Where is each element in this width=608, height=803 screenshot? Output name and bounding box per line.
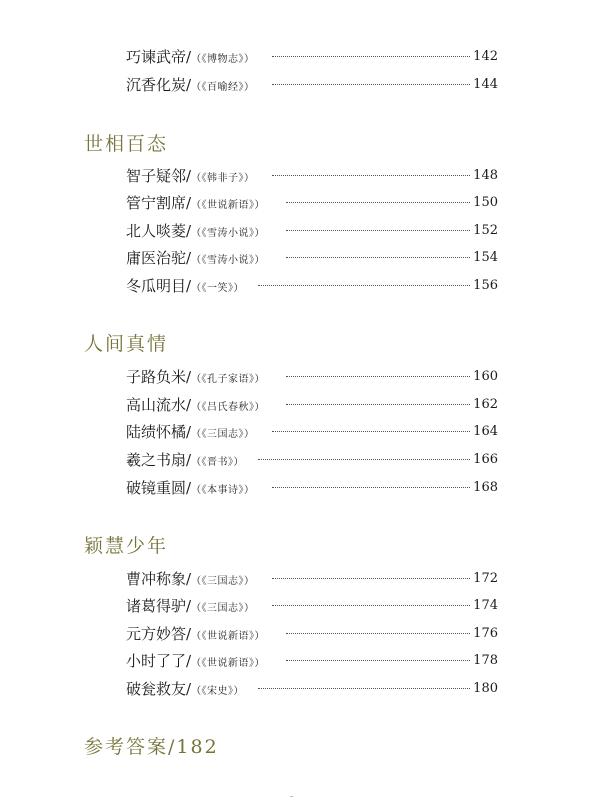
toc-entry[interactable]: [126, 650, 498, 672]
entry-source: （《世说新语》）: [191, 200, 266, 211]
entry-name: 北人啖菱/: [126, 222, 192, 240]
entry-page: 154: [473, 250, 498, 265]
entry-name: 管宁割席/: [126, 194, 192, 212]
entry-name: 羲之书扇/: [126, 451, 192, 469]
toc-entry[interactable]: [126, 74, 498, 96]
entry-source: （《世说新语》）: [191, 631, 266, 642]
toc-entry[interactable]: [126, 192, 498, 214]
entry-page: 164: [473, 424, 498, 439]
entry-source: （《百喻经》）: [191, 82, 255, 93]
entry-source: （《博物志》）: [191, 54, 255, 65]
entry-page: 160: [473, 369, 498, 384]
dot-leader: [272, 605, 470, 606]
entry-page: 166: [473, 452, 498, 467]
entry-title: [126, 46, 255, 71]
entry-source: （《孔子家语》）: [191, 374, 266, 385]
entry-title: [126, 623, 265, 648]
page-footer-mark: [290, 796, 293, 797]
toc-entry[interactable]: [126, 46, 498, 68]
entry-source: （《三国志》）: [191, 429, 255, 440]
entry-page: 168: [473, 480, 498, 495]
entry-page: 178: [473, 653, 498, 668]
entry-title: [126, 449, 244, 474]
entry-page: 162: [473, 397, 498, 412]
entry-title: [126, 477, 255, 502]
entry-page: 156: [473, 278, 498, 293]
toc-entry[interactable]: [126, 220, 498, 242]
entry-title: [126, 192, 265, 217]
entry-page: 172: [473, 571, 498, 586]
toc-entry[interactable]: [126, 421, 498, 443]
dot-leader: [286, 202, 470, 203]
entry-name: 巧谏武帝/: [126, 48, 192, 66]
section-title[interactable]: 世相百态: [84, 133, 169, 155]
entry-name: 破瓮救友/: [126, 680, 192, 698]
entry-title: [126, 394, 265, 419]
dot-leader: [272, 487, 470, 488]
dot-leader: [272, 578, 470, 579]
section-title[interactable]: 参考答案/182: [84, 736, 219, 758]
entry-source: （《雪涛小说》）: [191, 228, 266, 239]
entry-page: 180: [473, 681, 498, 696]
entry-title: [126, 678, 244, 703]
entry-title: [126, 421, 255, 446]
entry-name: 沉香化炭/: [126, 76, 192, 94]
dot-leader: [286, 404, 470, 405]
entry-source: （《三国志》）: [191, 603, 255, 614]
entry-source: （《三国志》）: [191, 576, 255, 587]
toc-entry[interactable]: [126, 449, 498, 471]
dot-leader: [272, 175, 470, 176]
entry-page: 144: [473, 77, 498, 92]
entry-source: （《本事诗》）: [191, 485, 255, 496]
entry-name: 庸医治驼/: [126, 249, 192, 267]
entry-name: 破镜重圆/: [126, 479, 192, 497]
dot-leader: [286, 230, 470, 231]
entry-title: [126, 568, 255, 593]
entry-name: 冬瓜明目/: [126, 277, 192, 295]
toc-entry[interactable]: [126, 165, 498, 187]
entry-name: 子路负米/: [126, 368, 192, 386]
entry-source: （《一笑》）: [191, 283, 245, 294]
dot-leader: [286, 633, 470, 634]
entry-name: 诸葛得驴/: [126, 597, 192, 615]
entry-name: 高山流水/: [126, 396, 192, 414]
entry-source: （《吕氏春秋》）: [191, 402, 266, 413]
section-title[interactable]: 颖慧少年: [84, 535, 169, 557]
toc-entry[interactable]: [126, 247, 498, 269]
entry-source: （《雪涛小说》）: [191, 255, 266, 266]
toc-entry[interactable]: [126, 394, 498, 416]
toc-entry[interactable]: [126, 275, 498, 297]
dot-leader: [272, 84, 470, 85]
entry-title: [126, 275, 244, 300]
toc-entry[interactable]: [126, 678, 498, 700]
entry-title: [126, 74, 255, 99]
entry-title: [126, 650, 265, 675]
entry-page: 174: [473, 598, 498, 613]
toc-entry[interactable]: [126, 623, 498, 645]
section-title[interactable]: 人间真情: [84, 333, 169, 355]
toc-entry[interactable]: [126, 366, 498, 388]
entry-name: 智子疑邻/: [126, 167, 192, 185]
entry-source: （《世说新语》）: [191, 658, 266, 669]
dot-leader: [258, 459, 470, 460]
entry-title: [126, 165, 255, 190]
entry-source: （《晋书》）: [191, 457, 245, 468]
entry-title: [126, 220, 265, 245]
entry-source: （《韩非子》）: [191, 173, 255, 184]
entry-title: [126, 595, 255, 620]
dot-leader: [286, 660, 470, 661]
dot-leader: [258, 285, 470, 286]
entry-page: 176: [473, 626, 498, 641]
toc-entry[interactable]: [126, 568, 498, 590]
dot-leader: [272, 56, 470, 57]
dot-leader: [286, 257, 470, 258]
entry-page: 142: [473, 49, 498, 64]
entry-source: （《宋史》）: [191, 686, 245, 697]
entry-title: [126, 366, 265, 391]
entry-page: 148: [473, 168, 498, 183]
entry-title: [126, 247, 265, 272]
entry-name: 小时了了/: [126, 652, 192, 670]
dot-leader: [258, 688, 470, 689]
toc-entry[interactable]: [126, 477, 498, 499]
toc-entry[interactable]: [126, 595, 498, 617]
entry-name: 元方妙答/: [126, 625, 192, 643]
entry-page: 152: [473, 223, 498, 238]
entry-page: 150: [473, 195, 498, 210]
entry-name: 陆绩怀橘/: [126, 423, 192, 441]
dot-leader: [272, 431, 470, 432]
dot-leader: [286, 376, 470, 377]
entry-name: 曹冲称象/: [126, 570, 192, 588]
